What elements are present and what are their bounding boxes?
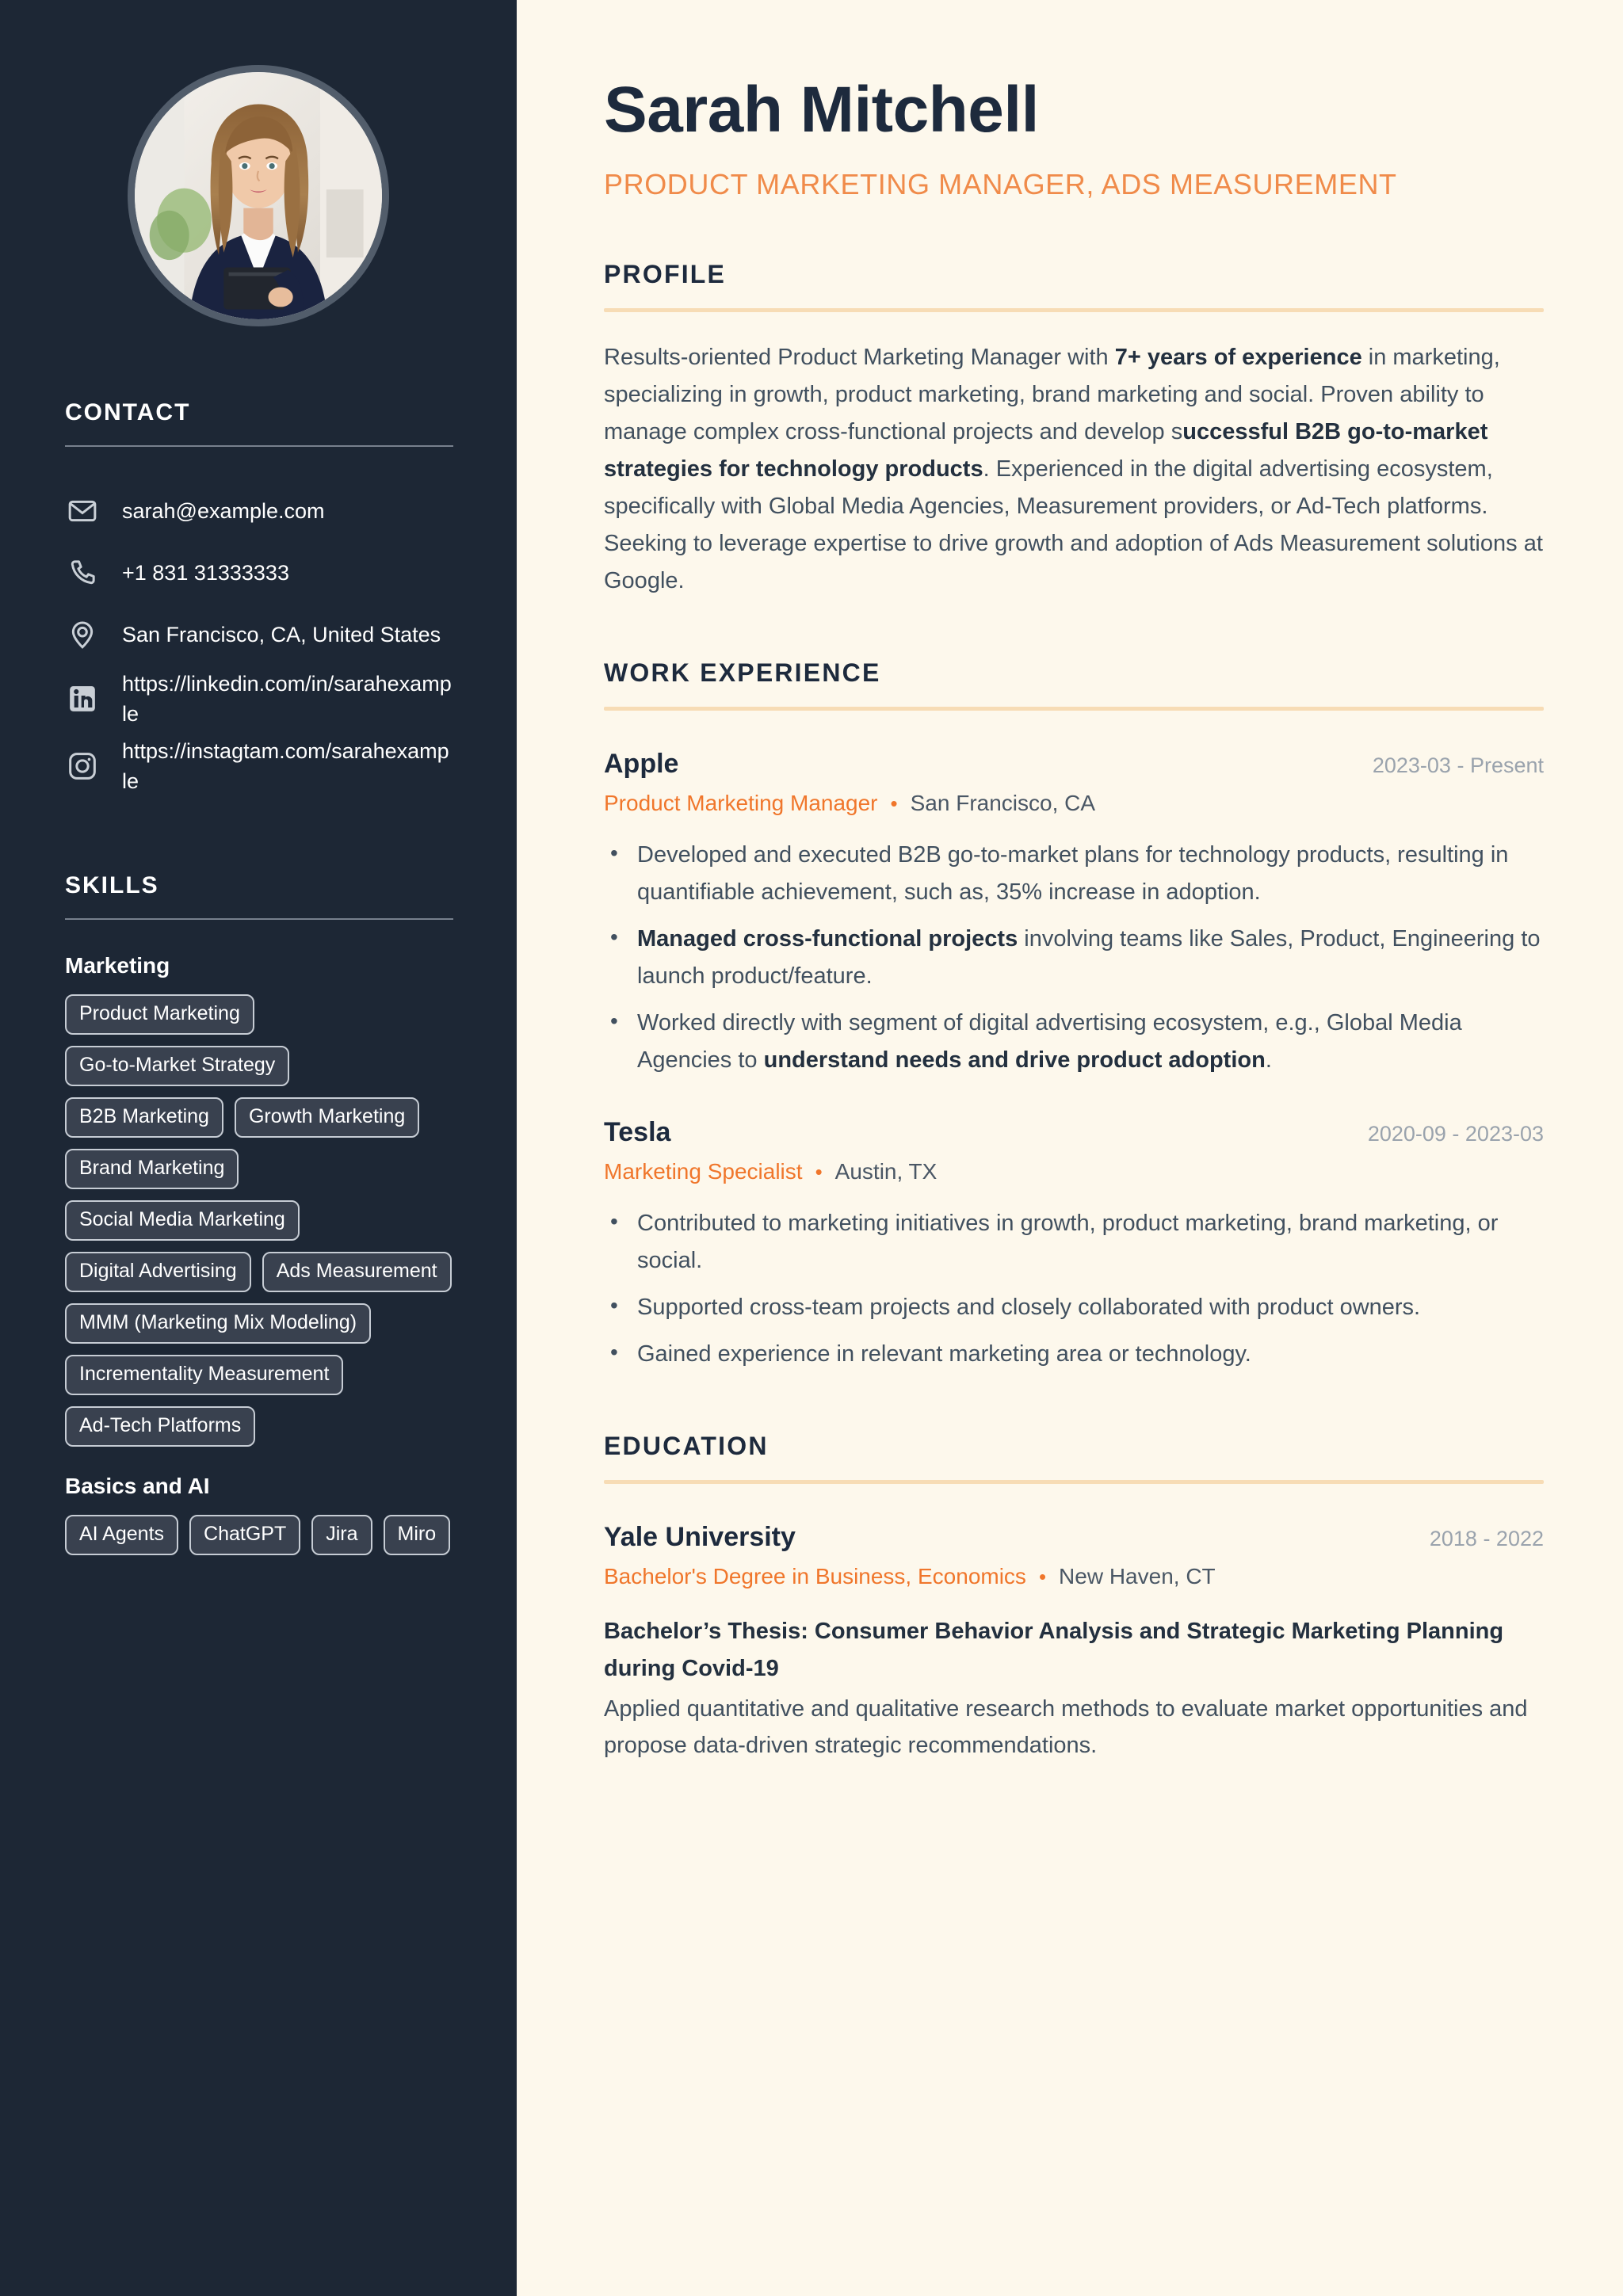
profile-heading: PROFILE (604, 260, 727, 289)
work-experience-section (604, 658, 1544, 1373)
work-entry-tesla (604, 1117, 1544, 1373)
profile-bold-1: 7+ years of experience (1114, 345, 1362, 371)
contact-item-linkedin[interactable] (65, 666, 453, 733)
linkedin-icon (65, 681, 100, 716)
work-entry-apple (604, 749, 1544, 1079)
education-thesis-title: Bachelor’s Thesis: Consumer Behavior Analysis and Strategic Marketing Planning during Covid-19 (604, 1618, 1504, 1681)
bullet-separator-icon: • (815, 1159, 823, 1184)
contact-instagram-text: https://instagtam.com/sarahexample (122, 738, 449, 793)
skill-group-marketing (65, 953, 453, 1447)
profile-text-part-3: . Experienced in the digital advertising ecosystem, specifically with Global Media Agencies, Measurement providers, or Ad-Tech platforms. Seeking to leverage expertise to drive growth and adoption of Ads Measurement solutions at Google. (604, 456, 1543, 593)
contact-heading: CONTACT (65, 399, 191, 425)
education-date-range: 2018 - 2022 (1429, 1526, 1544, 1550)
education-location: New Haven, CT (1059, 1563, 1216, 1589)
contact-email-text: sarah@example.com (122, 498, 325, 523)
contact-item-phone[interactable] (65, 542, 453, 604)
skill-chip[interactable]: Social Media Marketing (65, 1200, 300, 1241)
education-divider (604, 1480, 1544, 1484)
main-content (517, 0, 1623, 2296)
bullet-text: Gained experience in relevant marketing area or technology. (637, 1341, 1251, 1367)
skill-chip[interactable]: Ads Measurement (262, 1252, 452, 1292)
skill-chip[interactable]: Incrementality Measurement (65, 1355, 343, 1395)
contact-item-instagram[interactable] (65, 733, 453, 800)
skills-section (0, 872, 517, 1555)
work-date-range: 2020-09 - 2023-03 (1367, 1121, 1544, 1146)
work-entry-header (604, 1117, 1544, 1148)
profile-divider (604, 308, 1544, 312)
skill-chip[interactable]: Growth Marketing (235, 1097, 419, 1138)
skill-group-title: Marketing (65, 953, 170, 978)
list-item (637, 1205, 1544, 1280)
education-section (604, 1432, 1544, 1765)
skill-chip[interactable]: Ad-Tech Platforms (65, 1406, 255, 1447)
skill-chip-list-marketing (65, 994, 453, 1447)
skill-chip[interactable]: ChatGPT (189, 1515, 300, 1555)
work-experience-divider (604, 707, 1544, 711)
list-item (637, 921, 1544, 995)
skill-chip[interactable]: Jira (311, 1515, 372, 1555)
skill-chip-list-basics (65, 1515, 453, 1555)
contact-section (0, 399, 517, 799)
contact-linkedin-text: https://linkedin.com/in/sarahexample (122, 672, 452, 727)
bullet-text-post: . (1265, 1047, 1272, 1073)
skill-group-basics-and-ai (65, 1474, 453, 1555)
contact-phone-text: +1 831 31333333 (122, 560, 289, 585)
skills-heading: SKILLS (65, 872, 159, 899)
skills-divider (65, 918, 453, 920)
profile-text-part-2: in marketing, specializing in growth, product marketing, brand marketing and social. Proven ability to manage complex cross-functional projects and develop s (604, 345, 1500, 445)
education-description: Applied quantitative and qualitative research methods to evaluate market opportunities and propose data-driven strategic recommendations. (604, 1695, 1528, 1759)
bullet-bold: Managed cross-functional projects (637, 925, 1018, 952)
work-job-title: Marketing Specialist (604, 1158, 803, 1184)
education-entry-yale (604, 1522, 1544, 1765)
work-job-title: Product Marketing Manager (604, 790, 878, 815)
work-entry-header (604, 749, 1544, 780)
bullet-text-post: involving teams like Sales, Product, Engineering to launch product/feature. (637, 925, 1541, 989)
contact-item-location[interactable] (65, 604, 453, 666)
education-heading: EDUCATION (604, 1431, 769, 1460)
list-item (637, 1289, 1544, 1326)
work-entry-subheader (604, 1159, 1544, 1184)
list-item (637, 1336, 1544, 1373)
work-date-range: 2023-03 - Present (1372, 753, 1544, 777)
contact-item-email[interactable] (65, 480, 453, 542)
bullet-separator-icon: • (1038, 1564, 1047, 1589)
instagram-icon (65, 749, 100, 784)
list-item (637, 837, 1544, 911)
work-location: Austin, TX (834, 1158, 938, 1184)
profile-bold-2: uccessful B2B go-to-market strategies for technology products (604, 419, 1488, 482)
skill-chip[interactable]: Miro (384, 1515, 451, 1555)
work-company-name: Tesla (604, 1116, 671, 1147)
skill-chip[interactable]: Digital Advertising (65, 1252, 251, 1292)
bullet-separator-icon: • (890, 791, 898, 815)
skill-chip[interactable]: Brand Marketing (65, 1149, 239, 1189)
bullet-text: Contributed to marketing initiatives in growth, product marketing, brand marketing, or social. (637, 1210, 1499, 1273)
work-bullet-list (604, 837, 1544, 1079)
phone-icon (65, 555, 100, 590)
profile-photo-illustration (135, 72, 382, 319)
work-entry-subheader (604, 791, 1544, 816)
work-experience-heading: WORK EXPERIENCE (604, 658, 881, 687)
bullet-text: Developed and executed B2B go-to-market plans for technology products, resulting in quantifiable achievement, such as, 35% increase in adoption. (637, 841, 1509, 905)
envelope-icon (65, 494, 100, 528)
list-item (637, 1005, 1544, 1079)
skill-chip[interactable]: Go-to-Market Strategy (65, 1046, 289, 1086)
skill-chip[interactable]: Product Marketing (65, 994, 254, 1035)
profile-text-part-1: Results-oriented Product Marketing Manager with (604, 345, 1115, 371)
profile-section (604, 260, 1544, 600)
bullet-bold: understand needs and drive product adoption (763, 1047, 1266, 1073)
contact-list (65, 480, 453, 799)
bullet-text: Supported cross-team projects and closely collaborated with product owners. (637, 1294, 1421, 1320)
contact-divider (65, 445, 453, 447)
avatar-container (0, 0, 517, 326)
education-school-name: Yale University (604, 1521, 796, 1552)
contact-location-text: San Francisco, CA, United States (122, 622, 441, 646)
work-location: San Francisco, CA (910, 790, 1096, 815)
work-company-name: Apple (604, 748, 679, 779)
education-entry-subheader (604, 1564, 1544, 1589)
job-title-subtitle: PRODUCT MARKETING MANAGER, ADS MEASUREMENT (604, 168, 1397, 201)
sidebar (0, 0, 517, 2296)
avatar (128, 65, 389, 326)
work-bullet-list (604, 1205, 1544, 1373)
education-degree: Bachelor's Degree in Business, Economics (604, 1563, 1026, 1589)
bullet-text: Worked directly with segment of digital advertising ecosystem, e.g., Global Media Agencies to (637, 1009, 1462, 1073)
skill-chip[interactable]: B2B Marketing (65, 1097, 223, 1138)
location-pin-icon (65, 617, 100, 652)
skill-chip[interactable]: MMM (Marketing Mix Modeling) (65, 1303, 371, 1344)
page-title: Sarah Mitchell (604, 74, 1039, 146)
education-entry-header (604, 1522, 1544, 1553)
profile-text (604, 339, 1544, 600)
skill-chip[interactable]: AI Agents (65, 1515, 178, 1555)
skill-group-title: Basics and AI (65, 1474, 210, 1499)
